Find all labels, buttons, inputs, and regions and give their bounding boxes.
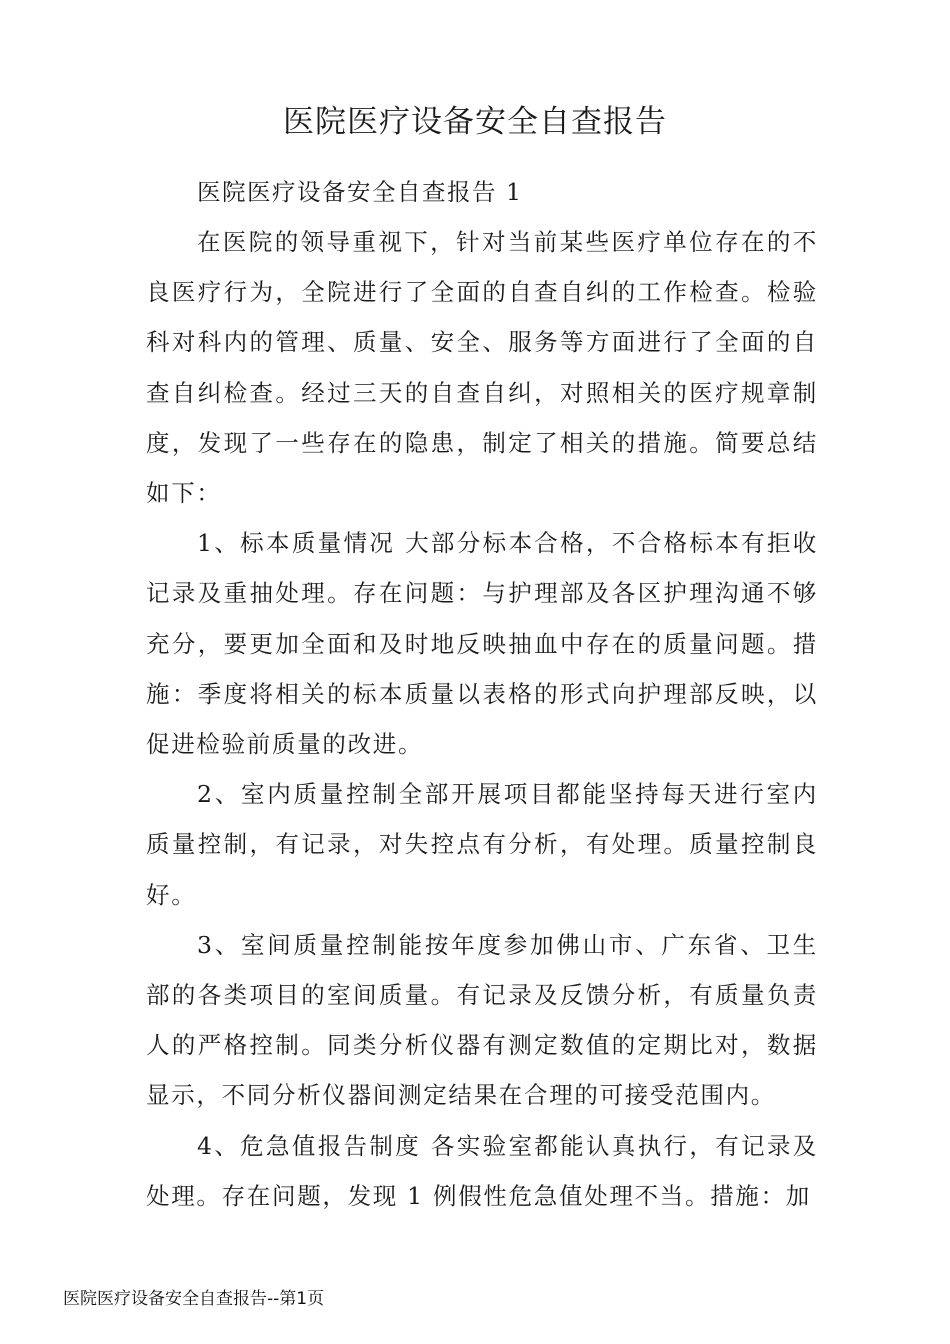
paragraph-item-2: 2、室内质量控制全部开展项目都能坚持每天进行室内质量控制，有记录，对失控点有分析，有处理。质量控制良好。 (146, 780, 818, 909)
paragraph-item-1: 1、标本质量情况 大部分标本合格，不合格标本有拒收记录及重抽处理。存在问题：与护理部及各区护理沟通不够充分，要更加全面和及时地反映抽血中存在的质量问题。措施：季度将相关的标本质量以表格的形式向护理部反映，以促进检验前质量的改进。 (146, 529, 818, 759)
document-title: 医院医疗设备安全自查报告 (283, 104, 667, 140)
page-footer: 医院医疗设备安全自查报告--第1页 (63, 1289, 325, 1309)
paragraph-intro: 在医院的领导重视下，针对当前某些医疗单位存在的不良医疗行为，全院进行了全面的自查自纠的工作检查。检验科对科内的管理、质量、安全、服务等方面进行了全面的自查自纠检查。经过三天的自查自纠，对照相关的医疗规章制度，发现了一些存在的隐患，制定了相关的措施。简要总结如下： (146, 228, 818, 508)
paragraph-item-3: 3、室间质量控制能按年度参加佛山市、广东省、卫生部的各类项目的室间质量。有记录及反馈分析，有质量负责人的严格控制。同类分析仪器有测定数值的定期比对，数据显示，不同分析仪器间测定结果在合理的可接受范围内。 (146, 930, 818, 1110)
paragraph-item-4: 4、危急值报告制度 各实验室都能认真执行，有记录及处理。存在问题，发现 1 例假性危急值处理不当。措施：加 (146, 1131, 818, 1210)
section-heading: 医院医疗设备安全自查报告 1 (197, 178, 523, 206)
document-body (146, 168, 818, 1221)
